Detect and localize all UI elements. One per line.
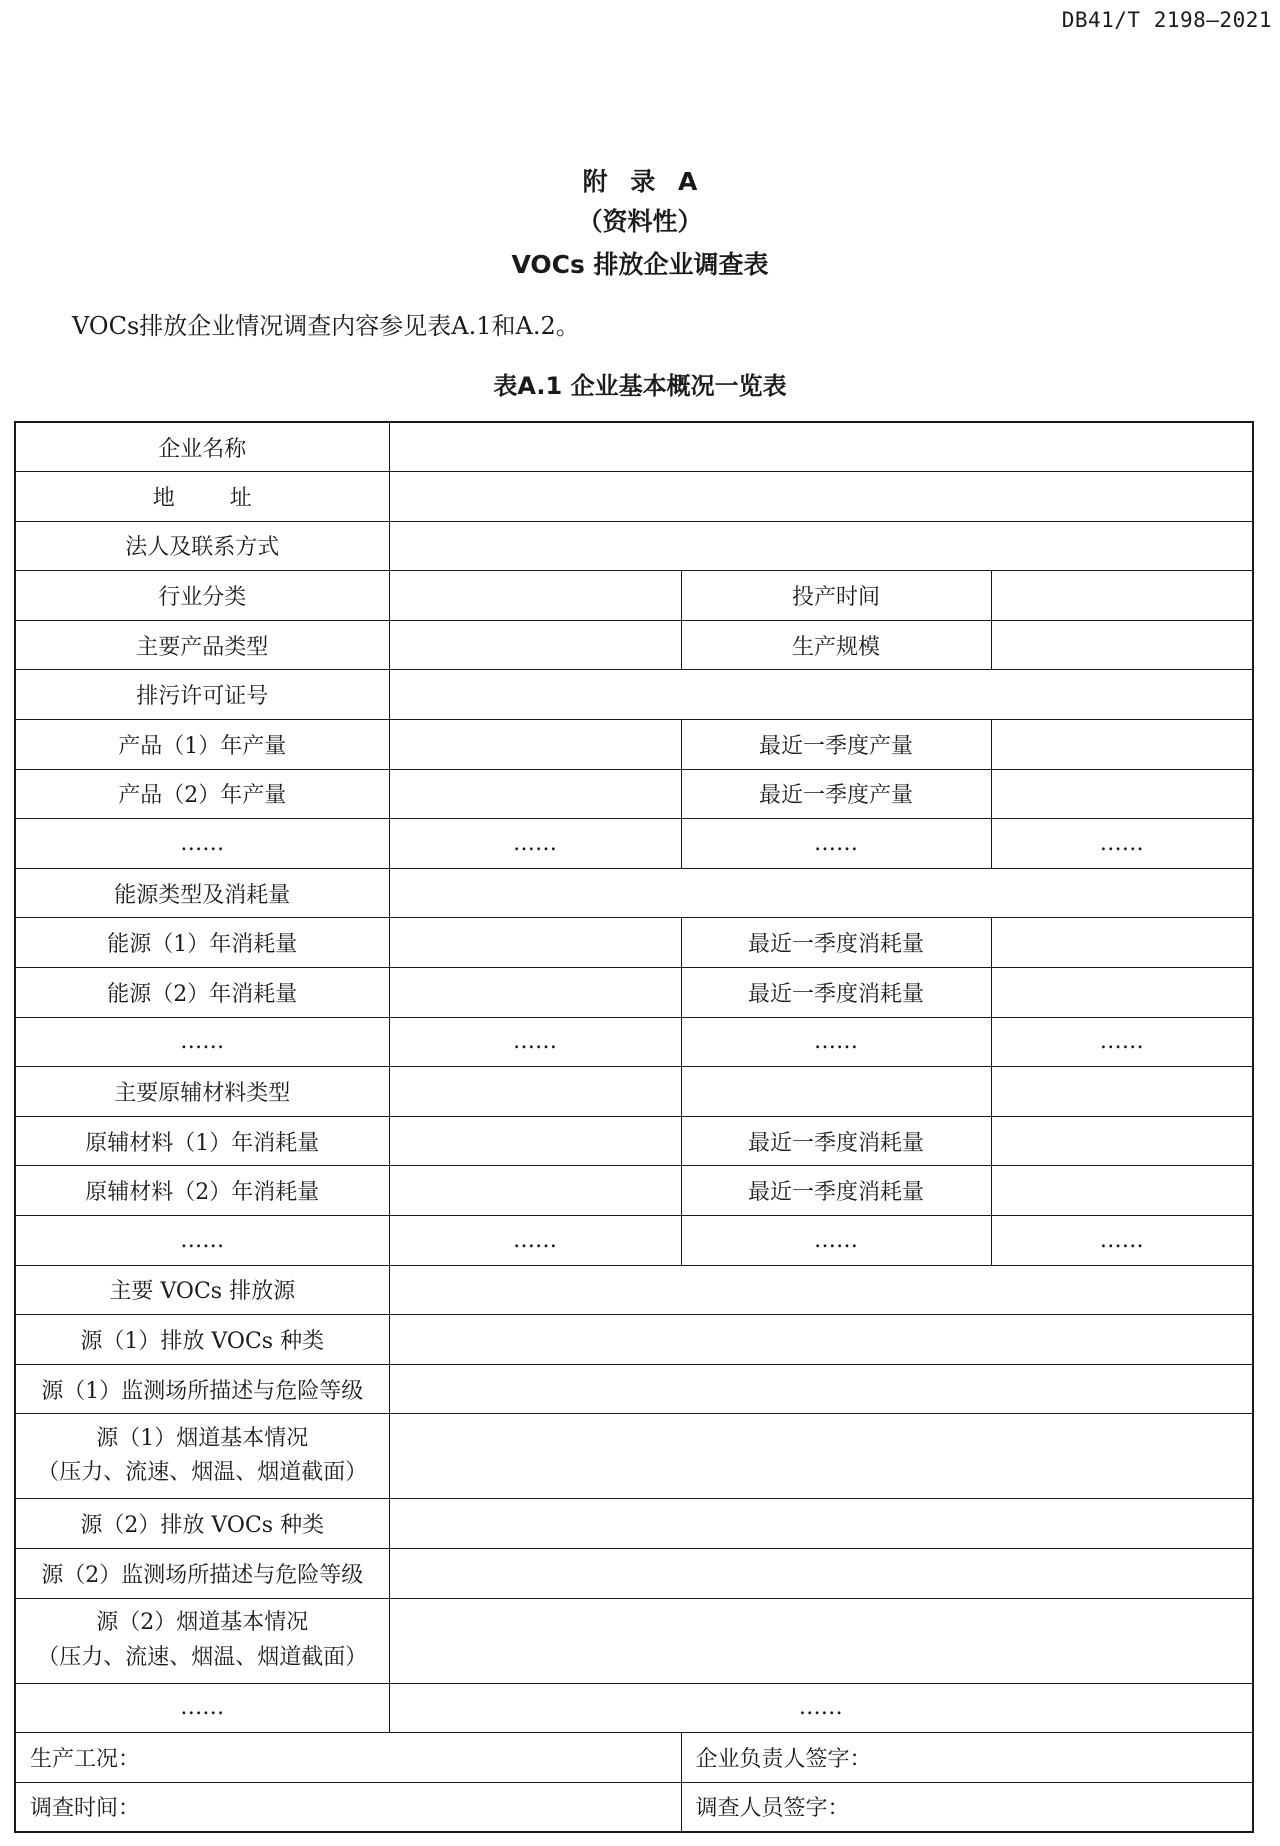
value-cell[interactable]: [389, 472, 1253, 522]
table-row: [15, 571, 1253, 621]
table-row: [15, 1116, 1253, 1166]
table-row: [15, 670, 1253, 720]
table-row: [15, 769, 1253, 819]
table-title: 表A.1 企业基本概况一览表: [493, 372, 787, 400]
ellipsis-cell: ……: [389, 1017, 681, 1067]
table-row: [15, 1782, 1253, 1832]
table-row: [15, 521, 1253, 571]
label-cell: 能源类型及消耗量: [15, 868, 389, 918]
ellipsis-cell: ……: [681, 1017, 991, 1067]
value-cell[interactable]: [389, 1548, 1253, 1598]
table-row: [15, 1017, 1253, 1067]
ellipsis-cell: ……: [15, 1017, 389, 1067]
document-title: VOCs 排放企业调查表: [511, 250, 769, 279]
ellipsis-cell: ……: [991, 1216, 1253, 1266]
table-row: [15, 422, 1253, 472]
label-cell: 最近一季度产量: [681, 720, 991, 770]
value-cell[interactable]: [389, 868, 1253, 918]
table-row: [15, 918, 1253, 968]
label-cell: 最近一季度产量: [681, 769, 991, 819]
value-cell[interactable]: [389, 1414, 1253, 1499]
appendix-nature: （资料性）: [577, 207, 703, 236]
value-cell[interactable]: [991, 1067, 1253, 1117]
table-row: [15, 819, 1253, 869]
value-cell[interactable]: [389, 1166, 681, 1216]
ellipsis-cell: ……: [991, 1017, 1253, 1067]
value-cell[interactable]: [991, 1116, 1253, 1166]
production-status-field[interactable]: 生产工况：: [15, 1733, 681, 1783]
ellipsis-cell: ……: [681, 819, 991, 869]
table-row: [15, 1315, 1253, 1365]
label-cell: 最近一季度消耗量: [681, 918, 991, 968]
label-cell: 最近一季度消耗量: [681, 1116, 991, 1166]
value-cell[interactable]: [991, 620, 1253, 670]
label-cell: 企业名称: [15, 422, 389, 472]
table-row: [15, 1166, 1253, 1216]
value-cell[interactable]: [389, 1315, 1253, 1365]
table-row: [15, 1364, 1253, 1414]
label-cell: 最近一季度消耗量: [681, 968, 991, 1018]
value-cell[interactable]: [991, 769, 1253, 819]
label-cell: 最近一季度消耗量: [681, 1166, 991, 1216]
value-cell[interactable]: [389, 422, 1253, 472]
table-row: [15, 1265, 1253, 1315]
label-cell: 原辅材料（2）年消耗量: [15, 1166, 389, 1216]
ellipsis-cell: ……: [389, 819, 681, 869]
surveyor-signature-field[interactable]: 调查人员签字：: [681, 1782, 1253, 1832]
label-line: （压力、流速、烟温、烟道截面）: [37, 1644, 368, 1670]
value-cell[interactable]: [389, 769, 681, 819]
label-cell: 主要 VOCs 排放源: [15, 1265, 389, 1315]
table-row: [15, 720, 1253, 770]
value-cell[interactable]: [389, 1364, 1253, 1414]
table-row: [15, 1216, 1253, 1266]
label-cell: [15, 1414, 389, 1499]
label-cell: 主要产品类型: [15, 620, 389, 670]
value-cell[interactable]: [389, 1067, 681, 1117]
enterprise-overview-table: [14, 421, 1254, 1833]
label-cell: 原辅材料（1）年消耗量: [15, 1116, 389, 1166]
intro-paragraph: VOCs排放企业情况调查内容参见表A.1和A.2。: [72, 312, 580, 340]
label-cell: 投产时间: [681, 571, 991, 621]
value-cell[interactable]: [991, 720, 1253, 770]
value-cell[interactable]: [991, 918, 1253, 968]
label-cell: 源（2）监测场所描述与危险等级: [15, 1548, 389, 1598]
label-line: 源（1）烟道基本情况: [96, 1426, 309, 1452]
table-row: [15, 868, 1253, 918]
value-cell[interactable]: [389, 720, 681, 770]
value-cell[interactable]: [389, 1598, 1253, 1683]
appendix-label: 附 录 A: [582, 167, 698, 196]
ellipsis-cell: ……: [389, 1683, 1253, 1733]
standard-code: DB41/T 2198—2021: [1061, 8, 1272, 32]
ellipsis-cell: ……: [15, 1683, 389, 1733]
label-cell: 主要原辅材料类型: [15, 1067, 389, 1117]
label-cell: 产品（2）年产量: [15, 769, 389, 819]
value-cell[interactable]: [389, 571, 681, 621]
table-row: [15, 620, 1253, 670]
table-row: [15, 1598, 1253, 1683]
label-cell: 法人及联系方式: [15, 521, 389, 571]
label-cell: 地 址: [15, 472, 389, 522]
table-row: [15, 1733, 1253, 1783]
survey-time-field[interactable]: 调查时间：: [15, 1782, 681, 1832]
table-row: [15, 1548, 1253, 1598]
label-cell: 产品（1）年产量: [15, 720, 389, 770]
table-row: [15, 1683, 1253, 1733]
ellipsis-cell: ……: [389, 1216, 681, 1266]
label-line: （压力、流速、烟温、烟道截面）: [37, 1460, 368, 1486]
value-cell[interactable]: [389, 620, 681, 670]
label-cell: 源（1）监测场所描述与危险等级: [15, 1364, 389, 1414]
table-row: [15, 1499, 1253, 1549]
table-row: [15, 968, 1253, 1018]
label-cell: 源（2）排放 VOCs 种类: [15, 1499, 389, 1549]
table-row: [15, 1414, 1253, 1499]
value-cell[interactable]: [389, 1499, 1253, 1549]
ellipsis-cell: ……: [15, 819, 389, 869]
table-row: [15, 1067, 1253, 1117]
label-cell: 能源（1）年消耗量: [15, 918, 389, 968]
value-cell[interactable]: [991, 571, 1253, 621]
value-cell[interactable]: [991, 968, 1253, 1018]
table-row: [15, 472, 1253, 522]
value-cell[interactable]: [681, 1067, 991, 1117]
value-cell[interactable]: [389, 1265, 1253, 1315]
label-cell: 源（1）排放 VOCs 种类: [15, 1315, 389, 1365]
label-line: 源（2）烟道基本情况: [96, 1610, 309, 1636]
value-cell[interactable]: [389, 1116, 681, 1166]
value-cell[interactable]: [389, 918, 681, 968]
ellipsis-cell: ……: [991, 819, 1253, 869]
label-cell: [15, 1598, 389, 1683]
manager-signature-field[interactable]: 企业负责人签字：: [681, 1733, 1253, 1783]
value-cell[interactable]: [389, 521, 1253, 571]
label-cell: 排污许可证号: [15, 670, 389, 720]
ellipsis-cell: ……: [15, 1216, 389, 1266]
label-cell: 能源（2）年消耗量: [15, 968, 389, 1018]
value-cell[interactable]: [389, 968, 681, 1018]
label-cell: 行业分类: [15, 571, 389, 621]
value-cell[interactable]: [389, 670, 1253, 720]
value-cell[interactable]: [991, 1166, 1253, 1216]
label-cell: 生产规模: [681, 620, 991, 670]
ellipsis-cell: ……: [681, 1216, 991, 1266]
